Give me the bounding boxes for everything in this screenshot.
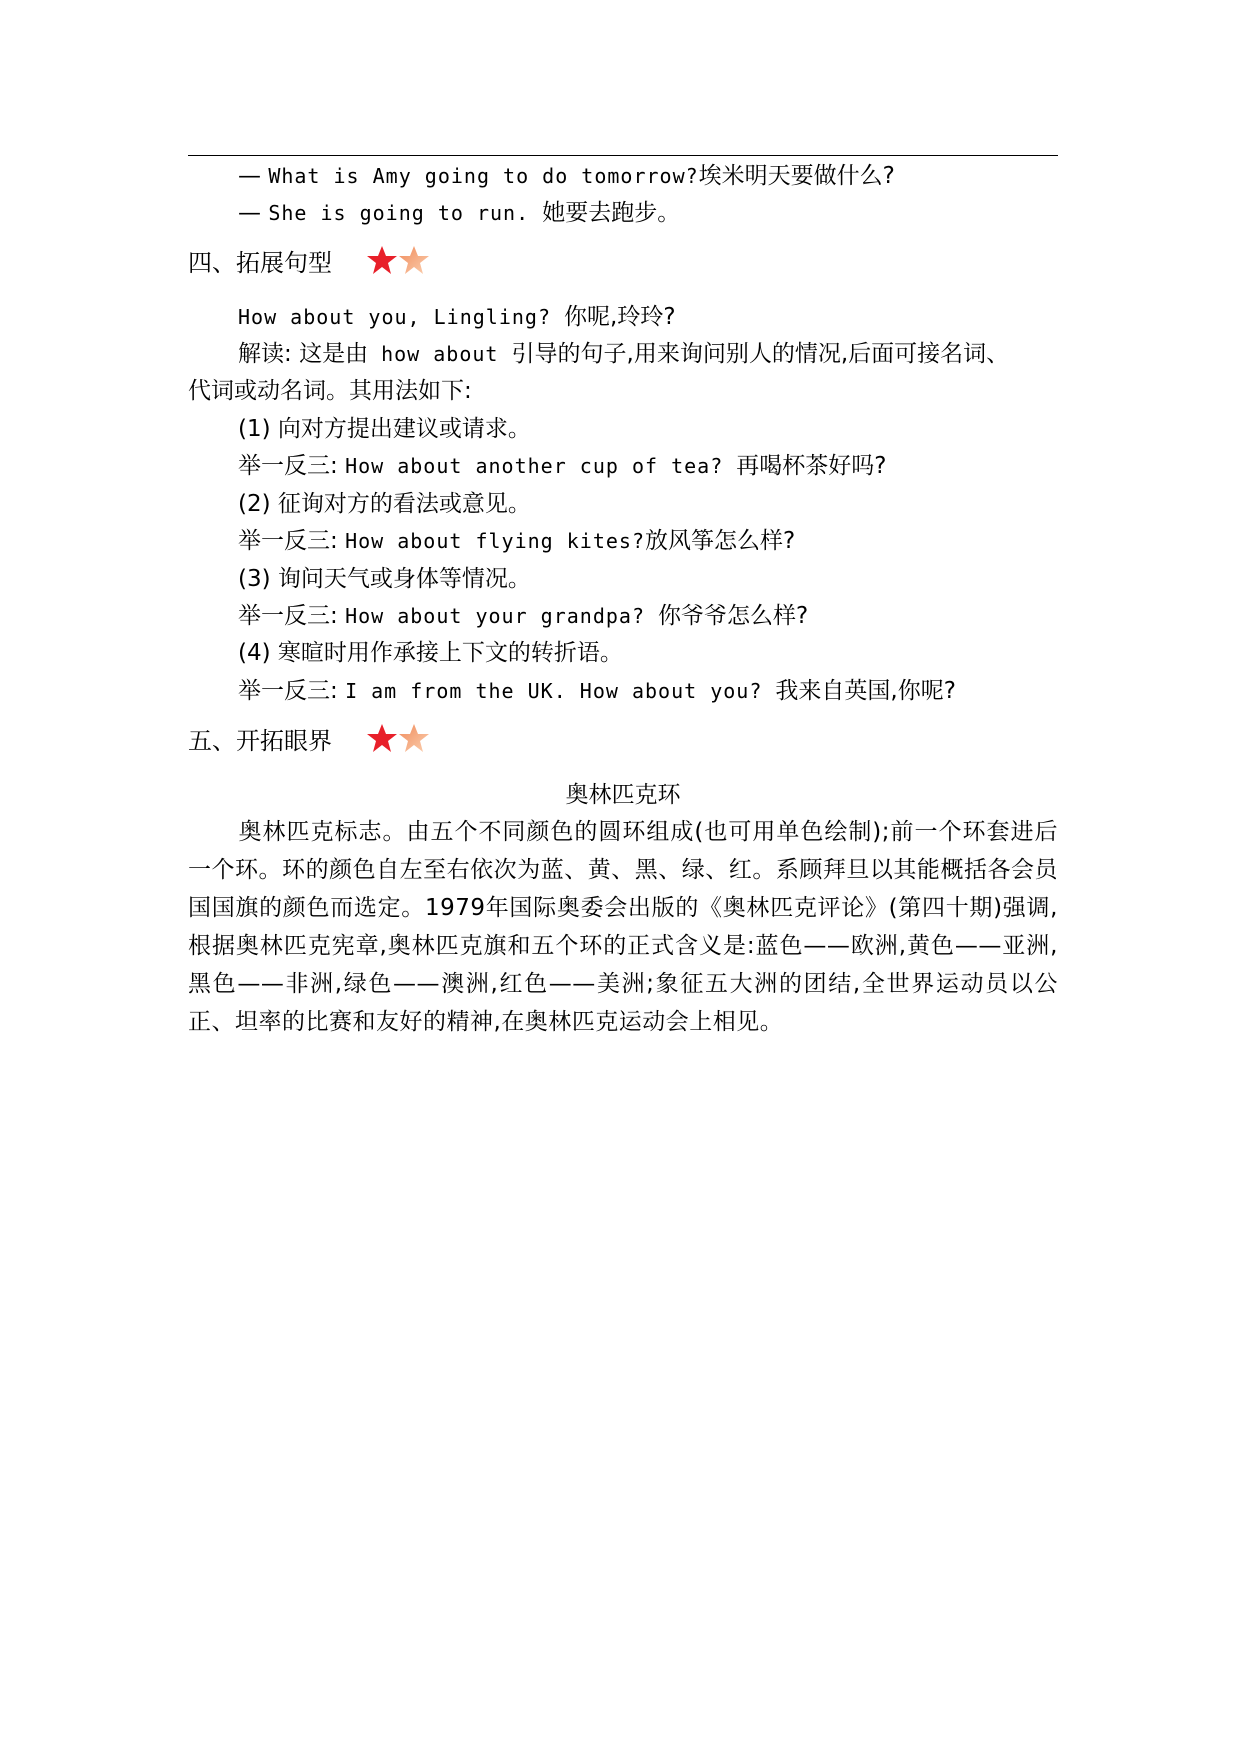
- example-sentence: How about you, Lingling? 你呢,玲玲?: [238, 304, 676, 330]
- usage-2-example: 举一反三: How about flying kites?放风筝怎么样?: [238, 528, 796, 554]
- usage-3: (3) 询问天气或身体等情况。: [238, 566, 531, 592]
- usage-3-example: 举一反三: How about your grandpa? 你爷爷怎么样?: [238, 603, 809, 629]
- rating-stars: [366, 723, 430, 764]
- section5-heading: 五、开拓眼界: [188, 722, 430, 764]
- dialogue-line-1: — What is Amy going to do tomorrow?埃米明天要做什么?: [238, 163, 895, 189]
- usage-4: (4) 寒暄时用作承接上下文的转折语。: [238, 640, 623, 666]
- star-icon: [366, 245, 398, 275]
- section4-heading: 四、拓展句型: [188, 244, 430, 286]
- star-icon: [366, 723, 398, 753]
- usage-1-example: 举一反三: How about another cup of tea? 再喝杯茶好吗?: [238, 453, 887, 479]
- star-icon: [398, 245, 430, 275]
- usage-4-example: 举一反三: I am from the UK. How about you? 我来自英国,你呢?: [238, 678, 956, 704]
- usage-1: (1) 向对方提出建议或请求。: [238, 416, 531, 442]
- article-paragraph: 奥林匹克标志。由五个不同颜色的圆环组成(也可用单色绘制);前一个环套进后一个环。环的颜色自左至右依次为蓝、黄、黑、绿、红。系顾拜旦以其能概括各会员国国旗的颜色而选定。1979年国际奥委会出版的《奥林匹克评论》(第四十期)强调,根据奥林匹克宪章,奥林匹克旗和五个环的正式含义是:蓝色——欧洲,黄色——亚洲,黑色——非洲,绿色——澳洲,红色——美洲;象征五大洲的团结,全世界运动员以公正、坦率的比赛和友好的精神,在奥林匹克运动会上相见。: [188, 819, 1058, 1035]
- explanation-line-1: 解读: 这是由 how about 引导的句子,用来询问别人的情况,后面可接名词、: [238, 341, 1010, 367]
- usage-2: (2) 征询对方的看法或意见。: [238, 491, 531, 517]
- article-title: 奥林匹克环: [565, 782, 681, 808]
- star-icon: [398, 723, 430, 753]
- explanation-line-2: 代词或动名词。其用法如下:: [188, 378, 472, 404]
- rating-stars: [366, 245, 430, 286]
- top-rule: [188, 155, 1058, 156]
- dialogue-line-2: — She is going to run. 她要去跑步。: [238, 200, 681, 226]
